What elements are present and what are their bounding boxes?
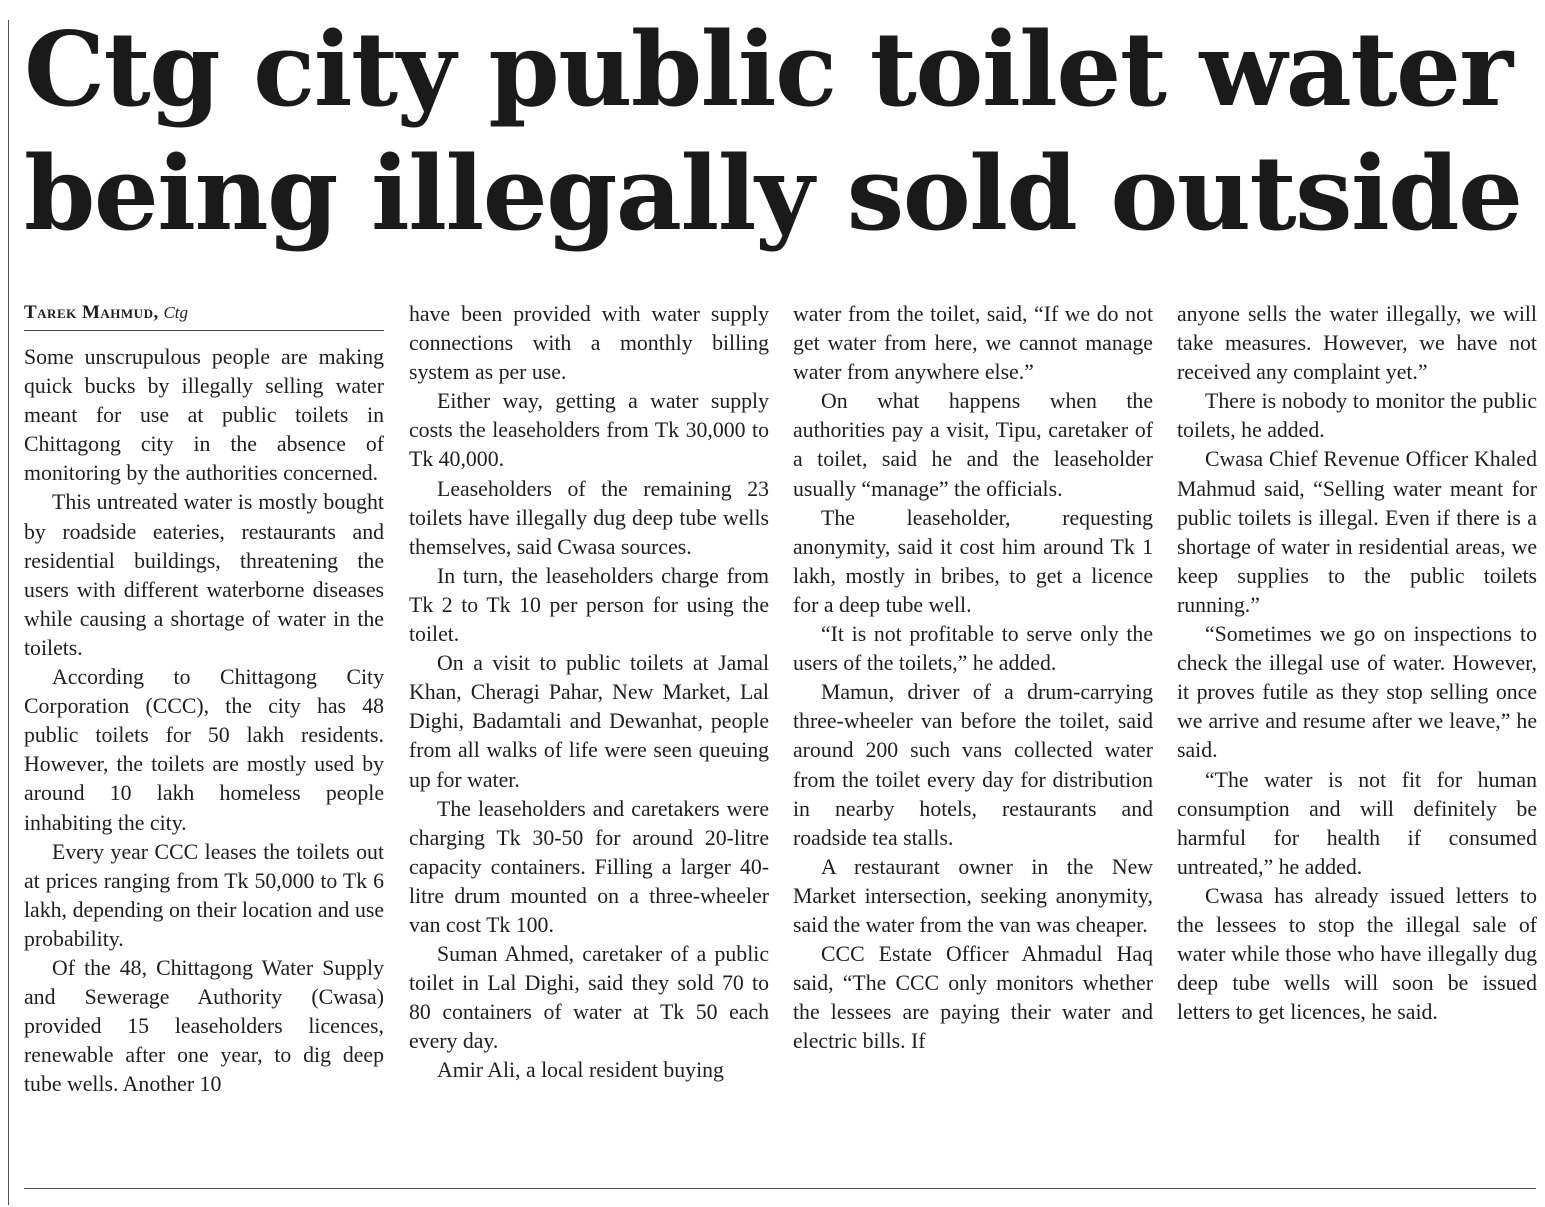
paragraph: The leaseholders and caretakers were charging Tk 30-50 for around 20-litre capacity containers. Filling a larger 40-litre drum mounted on a three-wheeler van cost Tk 100. <box>409 796 769 937</box>
paragraph: A restaurant owner in the New Market intersection, seeking anonymity, said the water from the van was cheaper. <box>793 854 1153 937</box>
paragraph: This untreated water is mostly bought by roadside eateries, restaurants and residential buildings, threatening the users with different waterborne diseases while causing a shortage of water in the toilets. <box>24 490 384 660</box>
paragraph: Leaseholders of the remaining 23 toilets have illegally dug deep tube wells themselves, said Cwasa sources. <box>409 476 769 559</box>
paragraph: Amir Ali, a local resident buying <box>437 1058 724 1083</box>
bottom-rule <box>24 1188 1536 1189</box>
headline-line-1: Ctg city public toilet water <box>24 10 1512 130</box>
article-column-1 <box>24 300 384 1099</box>
paragraph: have been provided with water supply connections with a monthly billing system as per use. <box>409 302 769 385</box>
paragraph: CCC Estate Officer Ahmadul Haq said, “The CCC only monitors whether the lessees are paying their water and electric bills. If <box>793 942 1153 1054</box>
paragraph: Of the 48, Chittagong Water Supply and Sewerage Authority (Cwasa) provided 15 leaseholders licences, renewable after one year, to dig deep tube wells. Another 10 <box>24 955 384 1097</box>
byline-author: Tarek Mahmud, <box>24 302 159 323</box>
paragraph: “It is not profitable to serve only the users of the toilets,” he added. <box>793 622 1153 676</box>
paragraph: On a visit to public toilets at Jamal Khan, Cheragi Pahar, New Market, Lal Dighi, Badamtali and Dewanhat, people from all walks of life were seen queuing up for water. <box>409 651 769 792</box>
paragraph: Every year CCC leases the toilets out at prices ranging from Tk 50,000 to Tk 6 lakh, depending on their location and use probability. <box>24 839 384 951</box>
paragraph: anyone sells the water illegally, we will take measures. However, we have not received any complaint yet.” <box>1177 302 1537 385</box>
article-headline <box>24 8 1539 256</box>
paragraph: Suman Ahmed, caretaker of a public toilet in Lal Dighi, said they sold 70 to 80 containers of water at Tk 50 each every day. <box>409 942 769 1054</box>
paragraph: In turn, the leaseholders charge from Tk 2 to Tk 10 per person for using the toilet. <box>409 563 769 647</box>
paragraph: Either way, getting a water supply costs the leaseholders from Tk 30,000 to Tk 40,000. <box>409 389 769 472</box>
article-column-4 <box>1177 300 1537 1027</box>
byline-location: Ctg <box>163 303 189 322</box>
article-column-2 <box>409 300 769 1086</box>
paragraph: According to Chittagong City Corporation (CCC), the city has 48 public toilets for 50 lakh residents. However, the toilets are mostly used by around 10 lakh homeless people inhabiting the city. <box>24 665 384 835</box>
paragraph: “Sometimes we go on inspections to check the illegal use of water. However, it proves futile as they stop selling once we arrive and resume after we leave,” he said. <box>1177 622 1537 763</box>
left-column-rule <box>8 20 9 1205</box>
paragraph: There is nobody to monitor the public toilets, he added. <box>1177 389 1537 443</box>
paragraph: Cwasa has already issued letters to the lessees to stop the illegal sale of water while those who have illegally dug deep tube wells will soon be issued letters to get licences, he said. <box>1177 883 1537 1025</box>
paragraph: The leaseholder, requesting anonymity, said it cost him around Tk 1 lakh, mostly in bribes, to get a licence for a deep tube well. <box>793 505 1153 617</box>
paragraph: “The water is not fit for human consumption and will definitely be harmful for health if consumed untreated,” he added. <box>1177 767 1537 879</box>
paragraph: water from the toilet, said, “If we do not get water from here, we cannot manage water from anywhere else.” <box>793 302 1153 385</box>
paragraph: On what happens when the authorities pay a visit, Tipu, caretaker of a toilet, said he and the leaseholder usually “manage” the officials. <box>793 389 1153 501</box>
paragraph: Some unscrupulous people are making quick bucks by illegally selling water meant for use at public toilets in Chittagong city in the absence of monitoring by the authorities concerned. <box>24 345 384 486</box>
paragraph: Cwasa Chief Revenue Officer Khaled Mahmud said, “Selling water meant for public toilets is illegal. Even if there is a shortage of water in residential areas, we keep supplies to the public toilets running.” <box>1177 447 1537 617</box>
byline <box>24 300 384 331</box>
paragraph: Mamun, driver of a drum-carrying three-wheeler van before the toilet, said around 200 such vans collected water from the toilet every day for distribution in nearby hotels, restaurants and roadside tea stalls. <box>793 680 1153 850</box>
article-column-3 <box>793 300 1153 1056</box>
headline-line-2: being illegally sold outside <box>24 134 1522 254</box>
